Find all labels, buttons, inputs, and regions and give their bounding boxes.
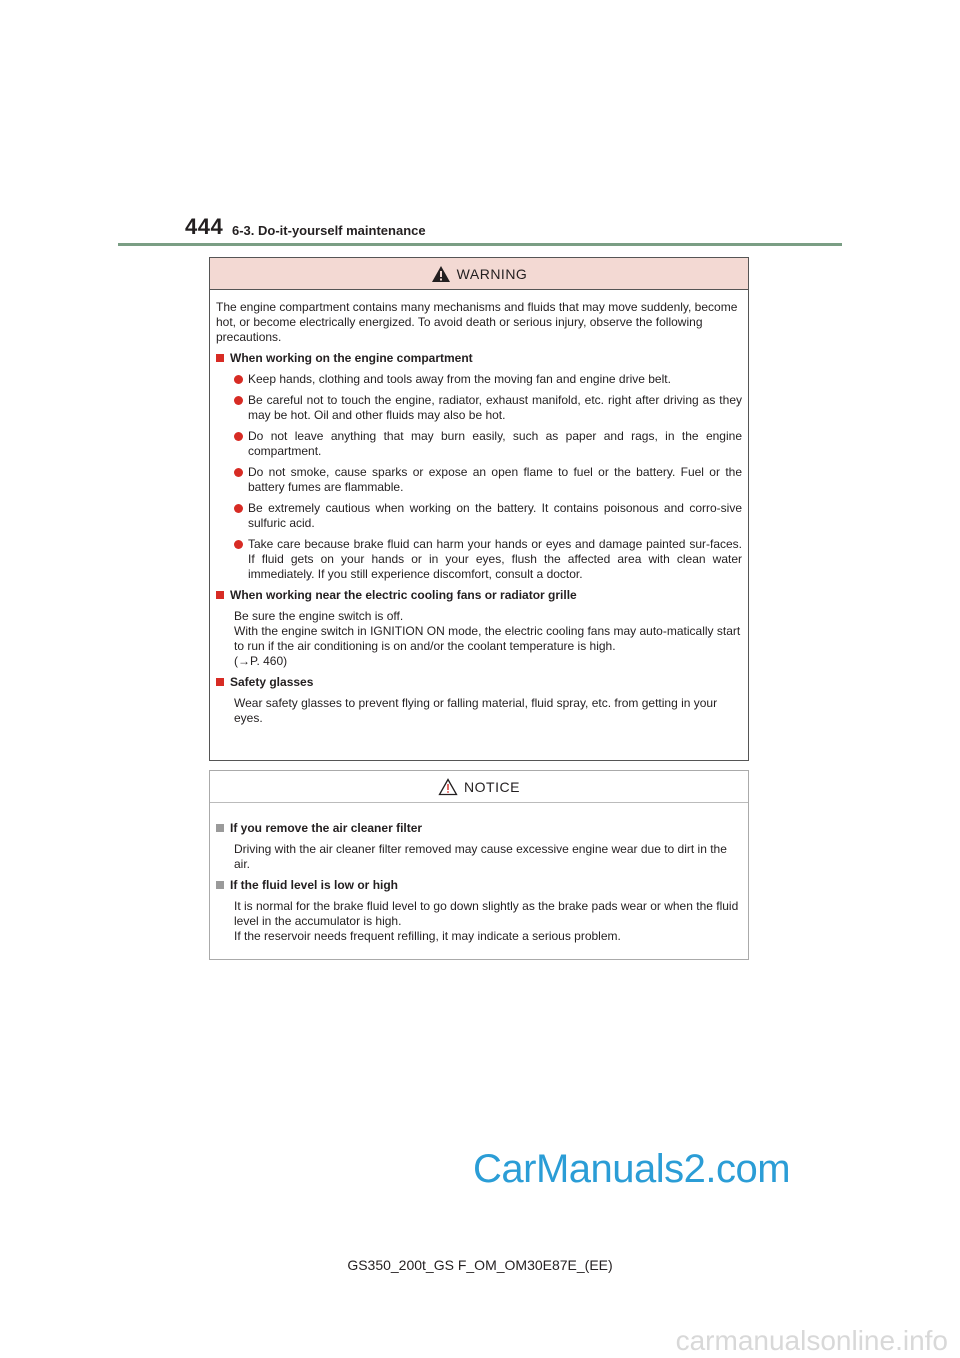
notice-subheading-fluid-level: If the fluid level is low or high: [216, 878, 742, 893]
air-cleaner-text: Driving with the air cleaner filter removed may cause excessive engine wear due to dirt in the air.: [234, 842, 727, 871]
warning-body: [210, 290, 748, 726]
round-bullet-icon: [234, 540, 243, 549]
square-bullet-icon: [216, 591, 224, 599]
warning-subheading-cooling-fans: When working near the electric cooling fans or radiator grille: [216, 588, 742, 603]
warning-subheading-safety-glasses: Safety glasses: [216, 675, 742, 690]
round-bullet-icon: [234, 396, 243, 405]
cooling-fans-text: Be sure the engine switch is off. With the engine switch in IGNITION ON mode, the electric cooling fans may auto-matically start to run if the air conditioning is on and/or the coolant temperature is high. (→P. 460): [234, 609, 741, 668]
square-bullet-icon: [216, 824, 224, 832]
warning-header: [210, 258, 748, 290]
notice-title: NOTICE: [464, 778, 520, 795]
square-bullet-icon: [216, 881, 224, 889]
warning-bullet: Be careful not to touch the engine, radiator, exhaust manifold, etc. right after driving as they may be hot. Oil and other fluids may also be hot.: [234, 393, 742, 423]
warning-intro: The engine compartment contains many mechanisms and fluids that may move suddenly, become hot, or become electrically energized. To avoid death or serious injury, observe the following precautions.: [216, 300, 738, 344]
warning-subheading-engine-compartment: When working on the engine compartment: [216, 351, 742, 366]
warning-box: [209, 257, 749, 761]
document-code: GS350_200t_GS F_OM_OM30E87E_(EE): [347, 1257, 613, 1273]
warning-bullet: Keep hands, clothing and tools away from the moving fan and engine drive belt.: [234, 372, 742, 387]
watermark-site: carmanualsonline.info: [675, 1325, 948, 1356]
warning-bullet: Do not leave anything that may burn easily, such as paper and rags, in the engine compartment.: [234, 429, 742, 459]
fluid-level-text: It is normal for the brake fluid level to go down slightly as the brake pads wear or when the fluid level in the accumulator is high. If the reservoir needs frequent refilling, it may indicate a serious problem.: [234, 899, 739, 943]
warning-bullet: Be extremely cautious when working on the battery. It contains poisonous and corro-sive sulfuric acid.: [234, 501, 742, 531]
notice-body: [210, 803, 748, 944]
watermark-logo: CarManuals2.com: [473, 1147, 791, 1191]
square-bullet-icon: [216, 354, 224, 362]
square-bullet-icon: [216, 678, 224, 686]
safety-glasses-text: Wear safety glasses to prevent flying or falling material, fluid spray, etc. from getting in your eyes.: [234, 696, 718, 725]
notice-triangle-icon: [438, 778, 458, 796]
page-number: 444: [185, 214, 224, 239]
warning-bullet: Do not smoke, cause sparks or expose an open flame to fuel or the battery. Fuel or the battery fumes are flammable.: [234, 465, 742, 495]
round-bullet-icon: [234, 468, 243, 477]
warning-triangle-icon: [431, 265, 451, 283]
warning-bullet: Take care because brake fluid can harm your hands or eyes and damage painted sur-faces. If fluid gets on your hands or in your eyes, flush the affected area with clean water immediately. If you still experience discomfort, consult a doctor.: [234, 537, 742, 582]
section-title: 6-3. Do-it-yourself maintenance: [232, 223, 426, 238]
notice-header: [210, 771, 748, 803]
warning-title: WARNING: [456, 265, 528, 282]
notice-subheading-air-cleaner: If you remove the air cleaner filter: [216, 821, 742, 836]
round-bullet-icon: [234, 432, 243, 441]
round-bullet-icon: [234, 504, 243, 513]
page-reference: (→P. 460): [234, 654, 288, 668]
header-divider: [118, 243, 842, 246]
notice-box: [209, 770, 749, 960]
round-bullet-icon: [234, 375, 243, 384]
